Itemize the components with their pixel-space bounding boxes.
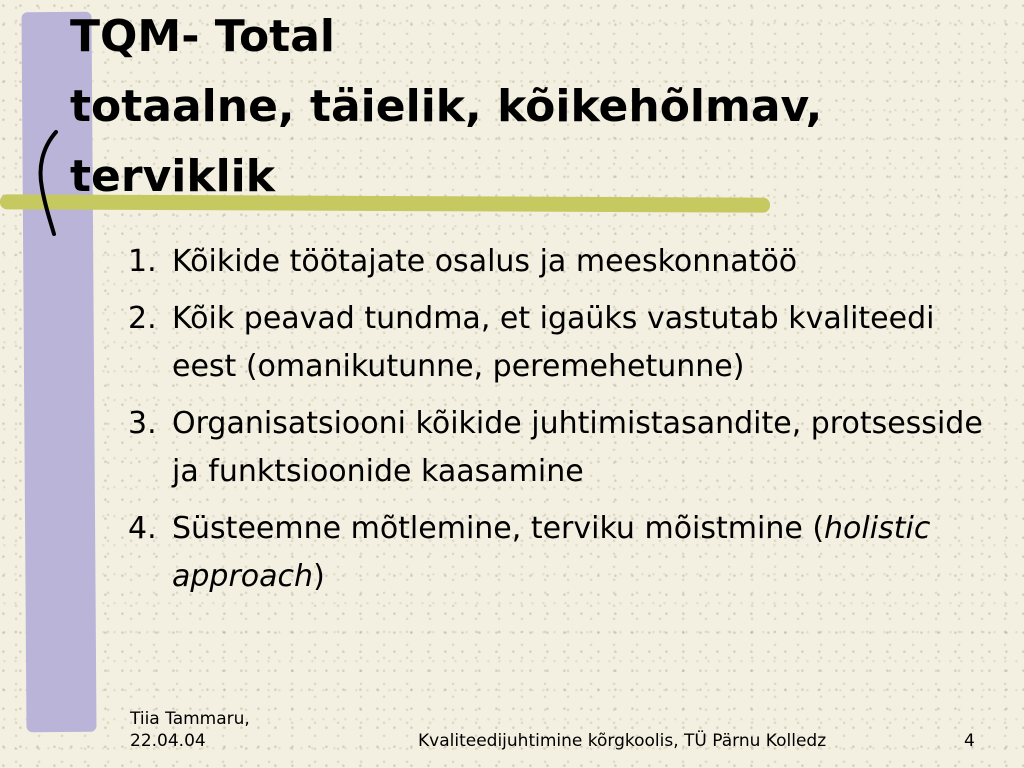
- list-item-number: 1.: [128, 244, 157, 279]
- list-item-text: Kõikide töötajate osalus ja meeskonnatöö: [172, 244, 798, 279]
- list-item-text: [172, 505, 998, 601]
- title-line-3: terviklik: [70, 151, 276, 202]
- list-item: [128, 400, 998, 496]
- list-item-number: 4.: [128, 511, 157, 546]
- list-item: [128, 505, 998, 601]
- numbered-list: [128, 238, 998, 610]
- footer-date: 22.04.04: [130, 731, 206, 751]
- list-item-text: Kõik peavad tundma, et igaüks vastutab kvaliteedi eest (omanikutunne, peremehetunne): [172, 301, 935, 384]
- footer-author-block: [130, 708, 250, 752]
- footer-author: Tiia Tammaru,: [130, 709, 250, 729]
- list-item-text: Organisatsiooni kõikide juhtimistasandite, protsesside ja funktsioonide kaasamine: [172, 406, 983, 489]
- list-item: [128, 238, 998, 286]
- list-item-text-main: Süsteemne mõtlemine, terviku mõistmine (: [172, 511, 825, 546]
- list-item-text-closing: ): [313, 559, 325, 594]
- brace-ornament-icon: [32, 128, 62, 238]
- list-item-text-italic: holistic approach: [172, 511, 931, 594]
- list-item: [128, 295, 998, 391]
- title-line-2: totaalne, täielik, kõikehõlmav,: [70, 81, 823, 132]
- list-item-number: 2.: [128, 301, 157, 336]
- footer-page-number: 4: [964, 731, 975, 751]
- footer-course-title: Kvaliteedijuhtimine kõrgkoolis, TÜ Pärnu Kolledz: [418, 731, 827, 751]
- slide-title: [70, 2, 1010, 212]
- list-item-number: 3.: [128, 406, 157, 441]
- title-line-1: TQM- Total: [70, 11, 335, 62]
